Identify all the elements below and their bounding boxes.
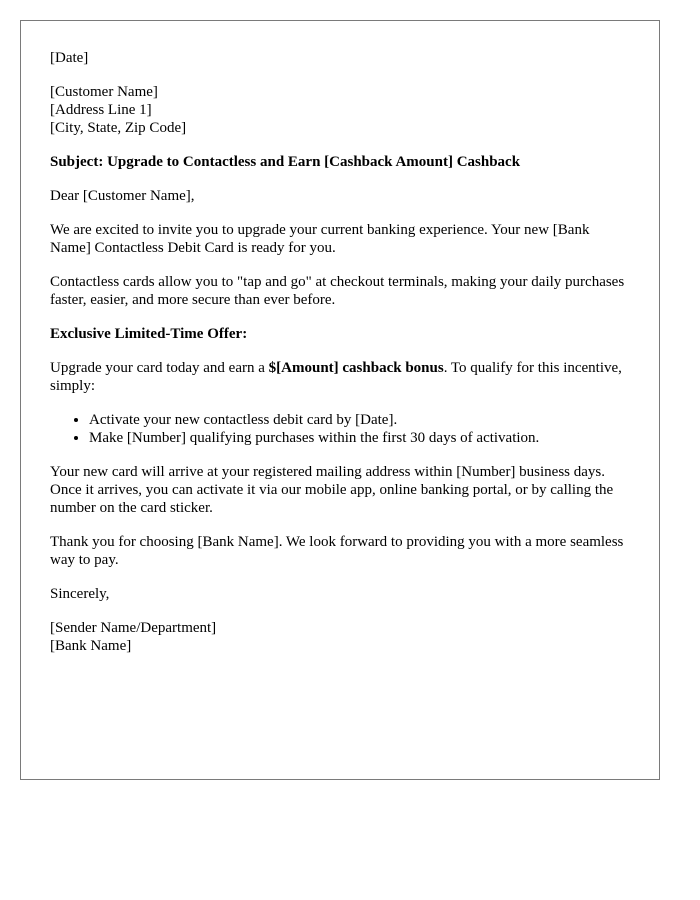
recipient-city-state-zip: [City, State, Zip Code]	[50, 120, 187, 136]
letter-page	[20, 20, 660, 780]
paragraph-invitation: We are excited to invite you to upgrade your current banking experience. Your new [Bank Name] Contactless Debit Card is ready for you.	[50, 222, 590, 256]
paragraph-offer	[50, 359, 630, 395]
qualification-item-purchases: • Make [Number] qualifying purchases within the first 30 days of activation.	[89, 429, 630, 447]
paragraph-thank-you: Thank you for choosing [Bank Name]. We look forward to providing you with a more seamless way to pay.	[50, 534, 624, 568]
recipient-name: [Customer Name]	[50, 84, 158, 100]
offer-text-after: . To qualify for this incentive, simply:	[50, 360, 622, 394]
signature-sender: [Sender Name/Department]	[50, 620, 217, 636]
letter-date: [Date]	[50, 50, 89, 66]
letter-subject: Subject: Upgrade to Contactless and Earn [Cashback Amount] Cashback	[50, 154, 521, 170]
recipient-address-block	[50, 83, 630, 137]
offer-cashback-bonus: $[Amount] cashback bonus	[268, 360, 444, 376]
signature-block	[50, 619, 630, 655]
offer-text-before: Upgrade your card today and earn a	[50, 360, 269, 376]
qualification-list	[50, 411, 630, 447]
letter-closing: Sincerely,	[50, 586, 110, 602]
offer-heading: Exclusive Limited-Time Offer:	[50, 326, 248, 342]
paragraph-contactless-benefits: Contactless cards allow you to "tap and go" at checkout terminals, making your daily purchases faster, easier, and more secure than ever before.	[50, 274, 625, 308]
recipient-address-line-1: [Address Line 1]	[50, 102, 152, 118]
qualification-item-activate: • Activate your new contactless debit card by [Date].	[89, 411, 630, 429]
paragraph-card-arrival: Your new card will arrive at your registered mailing address within [Number] business days. Once it arrives, you can activate it via our mobile app, online banking portal, or by calling the number on the card sticker.	[50, 464, 614, 516]
letter-greeting: Dear [Customer Name],	[50, 188, 195, 204]
signature-bank: [Bank Name]	[50, 638, 132, 654]
